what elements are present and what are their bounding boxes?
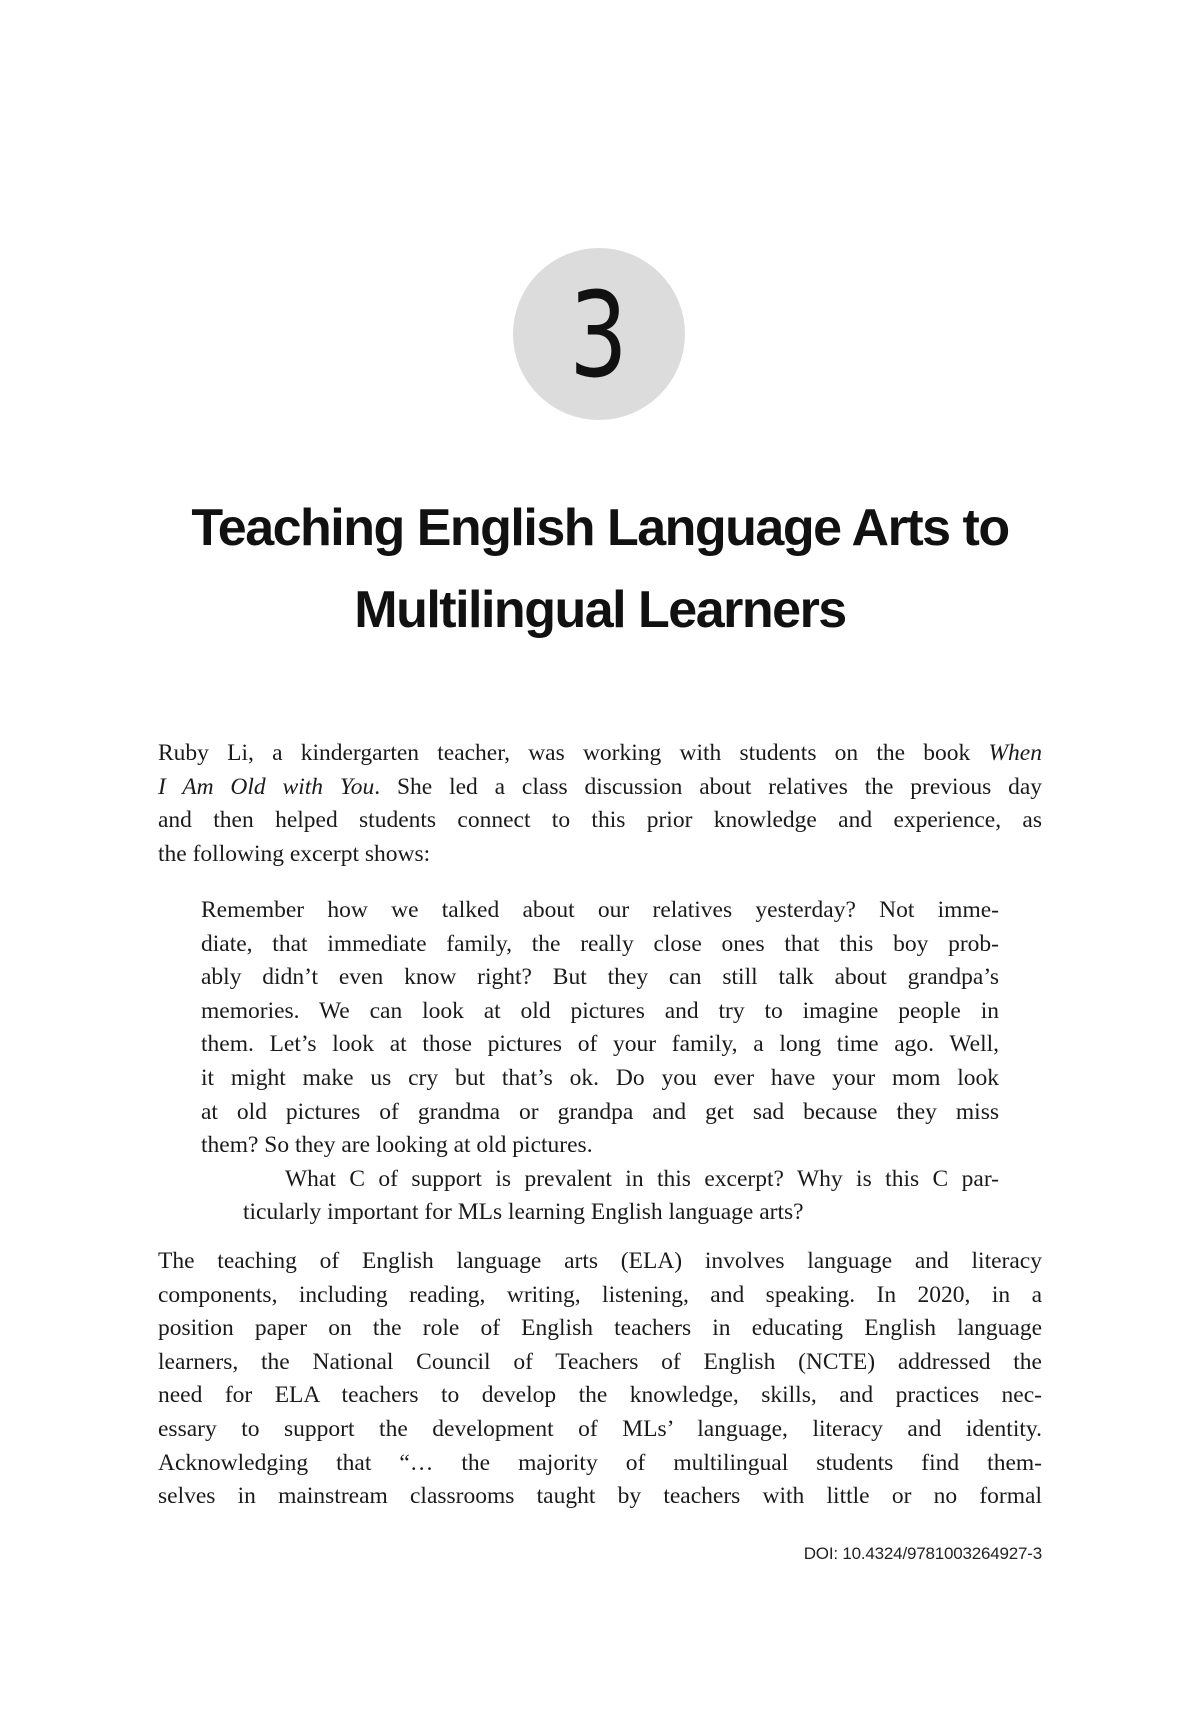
- main-line: components, including reading, writing, listening, and speaking. In 2020, in a: [158, 1281, 1042, 1308]
- book-title-part-1: When: [988, 740, 1042, 766]
- intro-text-1: Ruby Li, a kindergarten teacher, was working with students on the book: [158, 740, 989, 766]
- doi-footer: DOI: 10.4324/9781003264927-3: [803, 1544, 1042, 1563]
- excerpt-line: ably didn’t even know right? But they can still talk about grandpa’s: [201, 964, 999, 991]
- main-line: essary to support the development of MLs’ language, literacy and identity.: [158, 1415, 1042, 1442]
- excerpt-blockquote: [201, 894, 999, 1230]
- intro-paragraph: [158, 737, 1042, 871]
- book-title-part-2: I Am Old with You: [158, 773, 375, 800]
- excerpt-line: them? So they are looking at old pictures.: [201, 1132, 593, 1159]
- main-line: The teaching of English language arts (ELA) involves language and literacy: [158, 1248, 1042, 1274]
- main-line: learners, the National Council of Teachers of English (NCTE) addressed the: [158, 1348, 1042, 1375]
- intro-line-3: and then helped students connect to this prior knowledge and experience, as: [158, 807, 1042, 834]
- intro-line-1: [158, 737, 1042, 771]
- chapter-number: 3: [569, 266, 629, 404]
- chapter-number-badge: [513, 248, 685, 420]
- excerpt-line: it might make us cry but that’s ok. Do you ever have your mom look: [201, 1064, 999, 1091]
- chapter-title-line-2: Multilingual Learners: [354, 580, 846, 639]
- question-line: What C of support is prevalent in this excerpt? Why is this C par-: [285, 1165, 999, 1192]
- intro-line-2: [158, 771, 1042, 805]
- excerpt-line: at old pictures of grandma or grandpa and get sad because they miss: [201, 1098, 999, 1125]
- excerpt-line: memories. We can look at old pictures and try to imagine people in: [201, 997, 999, 1024]
- intro-line-4: the following excerpt shows:: [158, 840, 431, 867]
- intro-text-2: . She led a class discussion about relatives the previous day: [374, 773, 1042, 800]
- main-line: Acknowledging that “… the majority of multilingual students find them-: [158, 1449, 1042, 1476]
- excerpt-line: Remember how we talked about our relatives yesterday? Not imme-: [201, 897, 999, 923]
- excerpt-line: them. Let’s look at those pictures of your family, a long time ago. Well,: [201, 1031, 999, 1058]
- excerpt-line: diate, that immediate family, the really close ones that this boy prob-: [201, 930, 999, 957]
- chapter-title-line-1: Teaching English Language Arts to: [191, 498, 1009, 557]
- question-line: ticularly important for MLs learning English language arts?: [243, 1199, 804, 1226]
- main-paragraph: [158, 1245, 1042, 1514]
- excerpt-quote: [201, 894, 999, 1163]
- main-line: position paper on the role of English teachers in educating English language: [158, 1315, 1042, 1342]
- main-line: need for ELA teachers to develop the knowledge, skills, and practices nec-: [158, 1382, 1042, 1409]
- main-line: selves in mainstream classrooms taught by teachers with little or no formal: [158, 1483, 1042, 1510]
- excerpt-question: [201, 1163, 999, 1230]
- chapter-title: [160, 487, 1040, 651]
